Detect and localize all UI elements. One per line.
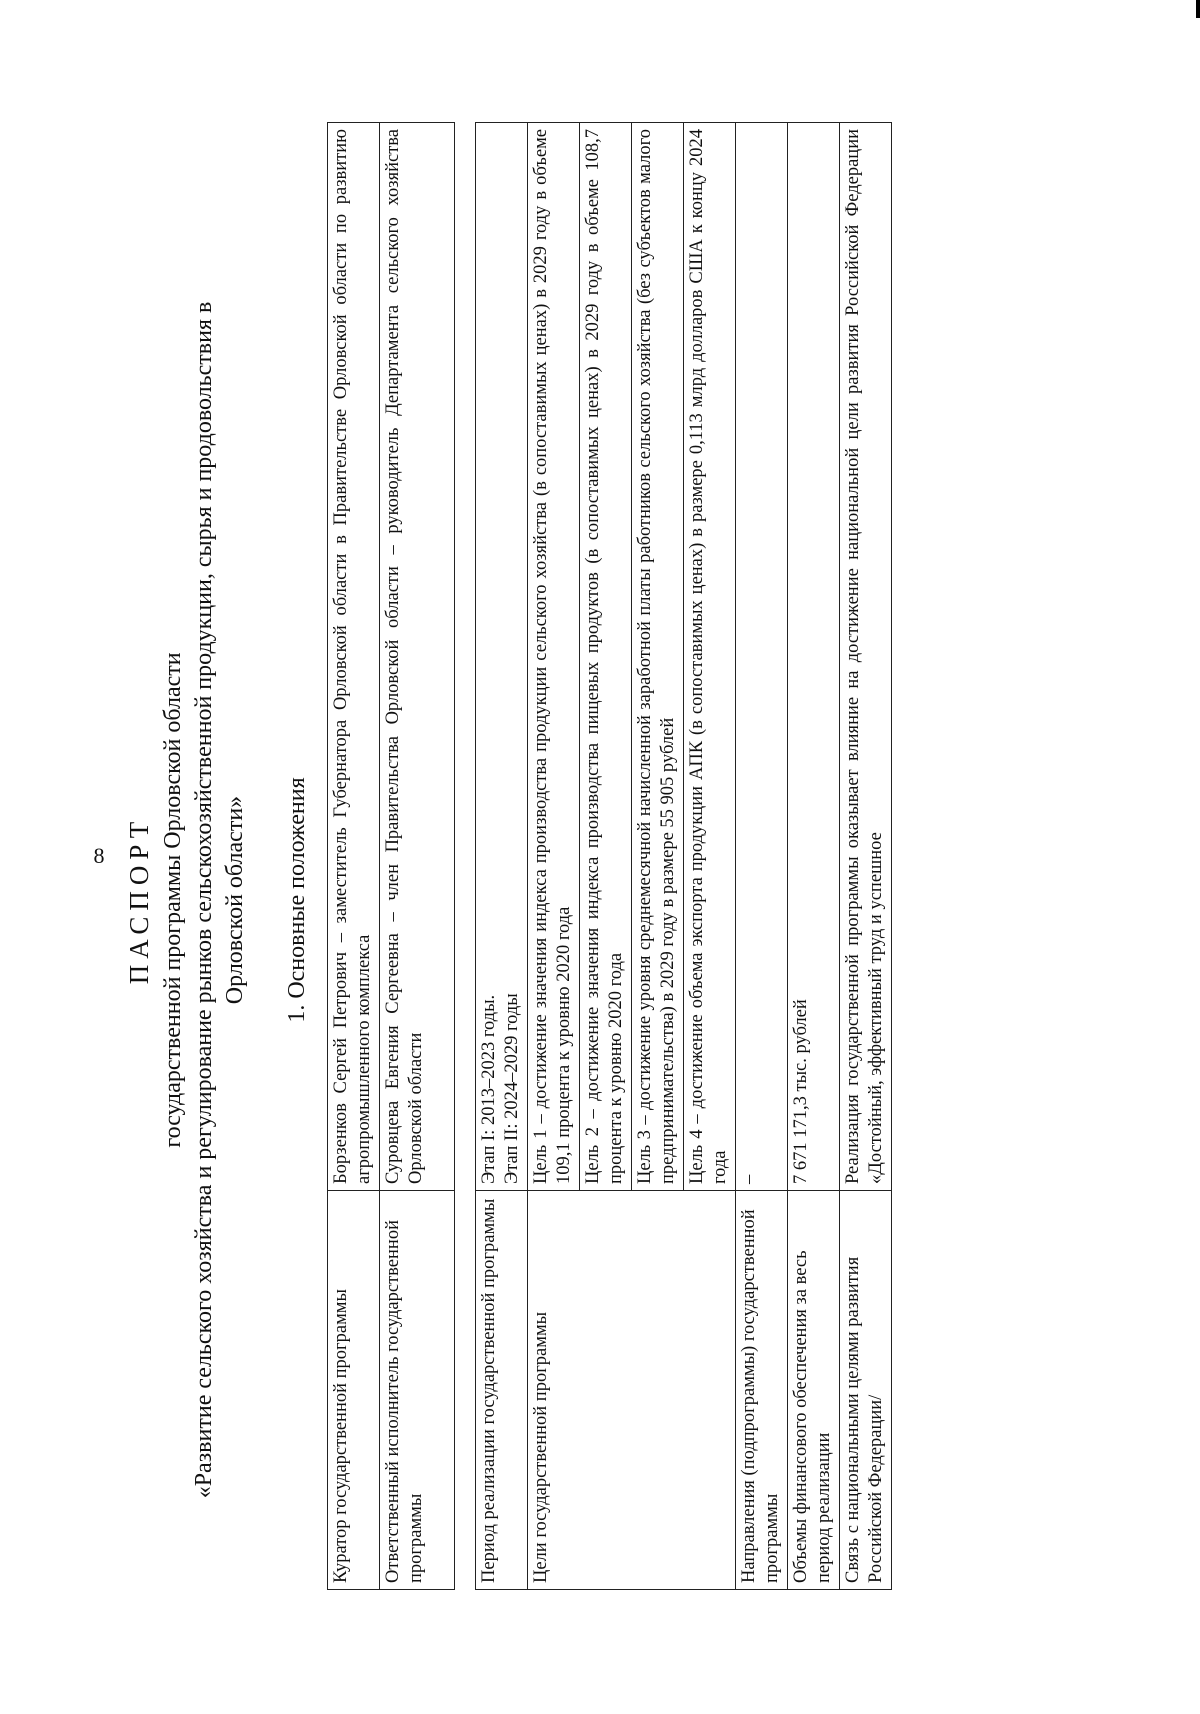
document-subtitle-line-3: Орловской области» bbox=[222, 795, 248, 1005]
row-value-funding: 7 671 171,3 тыс. рублей bbox=[788, 123, 840, 1191]
goal-3: Цель 3 – достижение уровня среднемесячной начисленной заработной платы работников сельского хозяйства (без субъектов малого предпринимательства) в 2029 году в размере 55 905 рублей bbox=[632, 123, 684, 1191]
goal-1: Цель 1 – достижение значения индекса производства продукции сельского хозяйства (в сопоставимых ценах) в 2029 году в объеме 109,1 процента к уровню 2020 года bbox=[528, 123, 580, 1191]
document-subtitle-line-2: «Развитие сельского хозяйства и регулирование рынков сельскохозяйственной продукции, сырья и продовольствия в bbox=[191, 301, 217, 1499]
table-row bbox=[736, 123, 788, 1590]
table-row bbox=[380, 123, 455, 1590]
passport-table-main bbox=[475, 122, 892, 1590]
table-row bbox=[328, 123, 380, 1590]
row-label-period: Период реализации государственной программы bbox=[476, 1191, 528, 1590]
row-label-directions: Направления (подпрограммы) государственной программы bbox=[736, 1191, 788, 1590]
table-row bbox=[840, 123, 892, 1590]
table-row bbox=[788, 123, 840, 1590]
row-value-directions: – bbox=[736, 123, 788, 1191]
document-subtitle-line-1: государственной программы Орловской области bbox=[160, 652, 186, 1148]
row-label-executor: Ответственный исполнитель государственной программы bbox=[380, 1191, 455, 1590]
page-number: 8 bbox=[93, 843, 105, 868]
row-label-national-goals: Связь с национальными целями развития Российской Федерации/ bbox=[840, 1191, 892, 1590]
period-stage-2: Этап II: 2024–2029 годы bbox=[502, 993, 522, 1184]
table-row bbox=[476, 123, 528, 1590]
section-heading: 1. Основные положения bbox=[284, 777, 310, 1023]
row-label-funding: Объемы финансового обеспечения за весь период реализации bbox=[788, 1191, 840, 1590]
goal-2: Цель 2 – достижение значения индекса производства пищевых продуктов (в сопоставимых ценах) в 2029 году в объеме 108,7 процента к уровню 2020 года bbox=[580, 123, 632, 1191]
document-title: ПАСПОРТ bbox=[124, 815, 154, 985]
executor-text: Суровцева Евгения Сергеевна – член Правительства Орловской области – руководитель Департамента сельского хозяйства Орловской области bbox=[383, 129, 426, 1184]
passport-table-responsible bbox=[327, 122, 455, 1590]
row-value-national-goals: Реализация государственной программы оказывает влияние на достижение национальной цели развития Российской Федерации «Достойный, эффективный труд и успешное bbox=[840, 123, 892, 1191]
row-value-curator: Борзенков Сергей Петрович – заместитель Губернатора Орловской области в Правительстве Орловской области по развитию агропромышленного комплекса bbox=[328, 123, 380, 1191]
goal-4: Цель 4 – достижение объема экспорта продукции АПК (в сопоставимых ценах) в размере 0,113 млрд долларов США к концу 2024 года bbox=[684, 123, 736, 1191]
rotated-page-content bbox=[120, 110, 1040, 1690]
period-stage-1: Этап I: 2013–2023 годы. bbox=[479, 994, 499, 1184]
row-label-curator: Куратор государственной программы bbox=[328, 1191, 380, 1590]
table-row bbox=[528, 123, 580, 1590]
scan-edge-mark bbox=[1196, 0, 1200, 18]
row-label-goals: Цели государственной программы bbox=[528, 1191, 736, 1590]
empty-line bbox=[428, 129, 451, 1184]
table-gap bbox=[455, 110, 475, 1690]
title-block bbox=[120, 110, 251, 1690]
row-value-executor bbox=[380, 123, 455, 1191]
row-value-period bbox=[476, 123, 528, 1191]
